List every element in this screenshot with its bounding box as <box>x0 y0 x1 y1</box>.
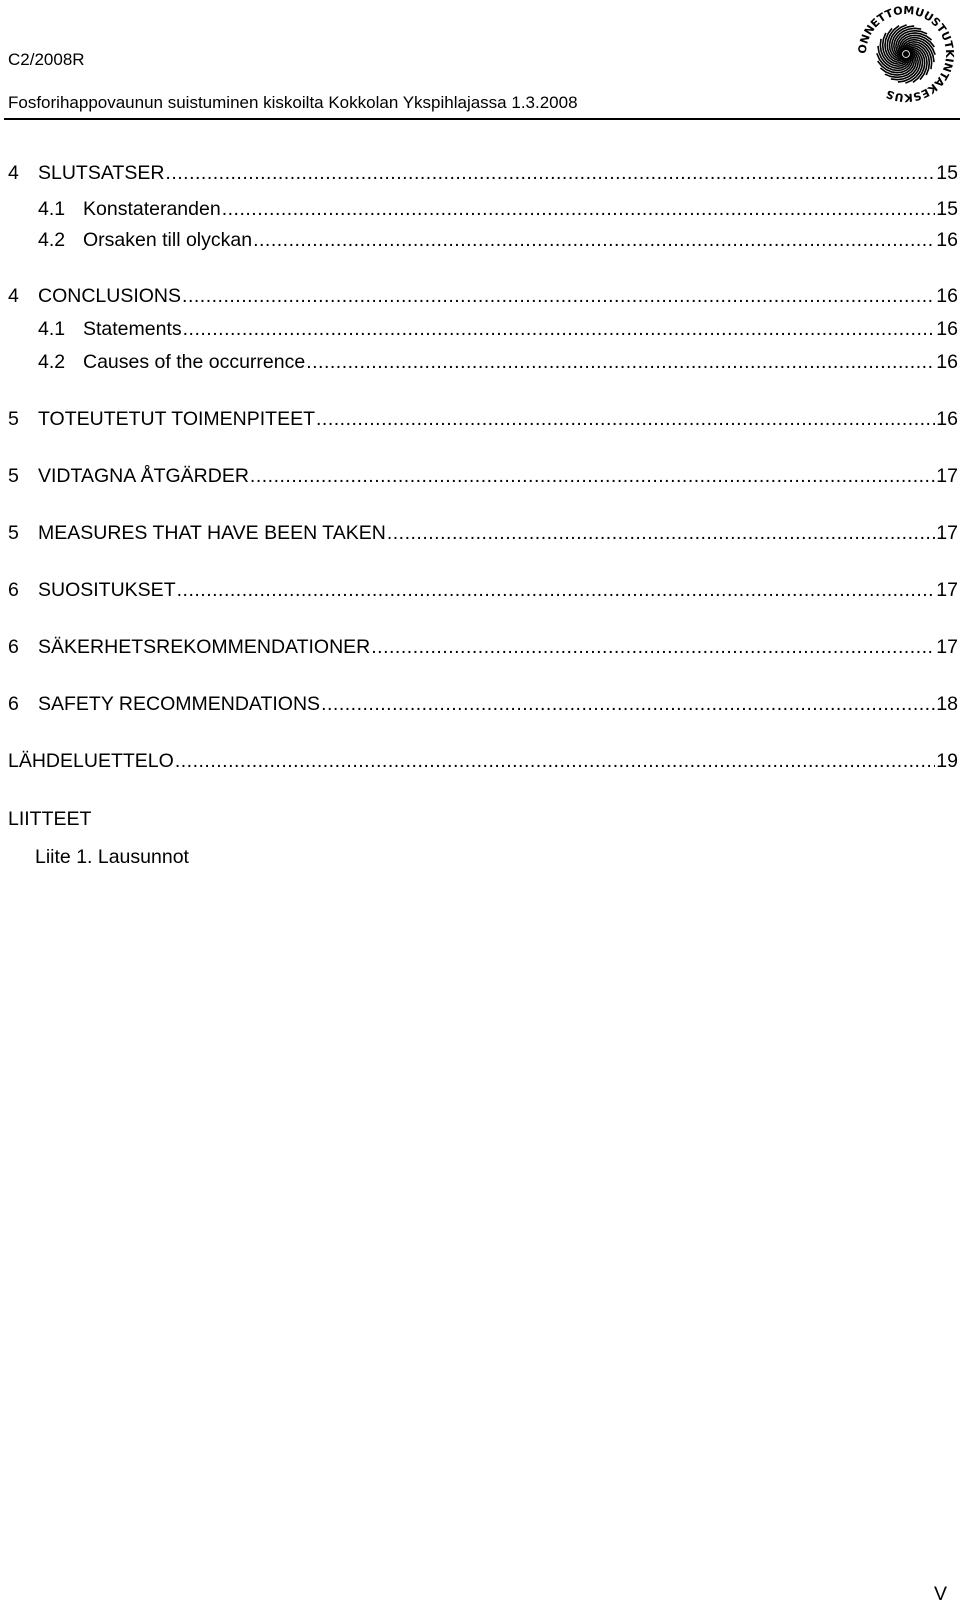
toc-entry-number: 4 <box>8 285 19 307</box>
toc-entry-label: LÄHDELUETTELO <box>8 750 174 772</box>
toc-dot-leader <box>165 162 935 184</box>
toc-entry-page: 17 <box>936 579 958 601</box>
toc-entry-number: 5 <box>8 522 19 544</box>
toc-entry <box>38 198 958 220</box>
toc-entry <box>8 750 958 772</box>
toc-entry <box>8 636 958 658</box>
toc-entry-label: TOTEUTETUT TOIMENPITEET <box>38 408 315 430</box>
toc-dot-leader <box>316 408 935 430</box>
toc-entry-page: 15 <box>936 198 958 220</box>
toc-entry-label: MEASURES THAT HAVE BEEN TAKEN <box>38 522 386 544</box>
toc-entry-page: 15 <box>936 162 958 184</box>
toc-entry-label: SLUTSATSER <box>38 162 165 184</box>
toc-entry-page: 17 <box>936 636 958 658</box>
toc-entry-label: Causes of the occurrence <box>83 351 306 373</box>
toc-entry <box>8 579 958 601</box>
toc-entry-page: 17 <box>936 465 958 487</box>
toc-entry <box>38 229 958 251</box>
toc-entry-page: 17 <box>936 522 958 544</box>
toc-entry <box>8 285 958 307</box>
toc-entry-number: 4.2 <box>38 351 66 373</box>
agency-logo <box>854 2 958 106</box>
document-code: C2/2008R <box>8 50 85 69</box>
toc-dot-leader <box>182 285 935 307</box>
toc-entry-number: 4.1 <box>38 318 66 340</box>
toc-entry-page: 16 <box>936 285 958 307</box>
toc-entry <box>8 162 958 184</box>
toc-entry <box>38 351 958 373</box>
toc-entry-page: 16 <box>936 318 958 340</box>
toc-entry-number: 4.2 <box>38 229 66 251</box>
toc-entry-number: 6 <box>8 579 19 601</box>
toc-entry <box>8 408 958 430</box>
toc-entry-label: Statements <box>83 318 182 340</box>
toc-entry-label: SÄKERHETSREKOMMENDATIONER <box>38 636 371 658</box>
toc-dot-leader <box>387 522 935 544</box>
toc-dot-leader <box>371 636 935 658</box>
toc-entry <box>8 522 958 544</box>
toc-dot-leader <box>177 579 936 601</box>
agency-seal-icon <box>854 2 958 106</box>
toc-entry-number: 6 <box>8 636 19 658</box>
appendices-heading: LIITTEET <box>8 808 92 830</box>
toc-entry-label: SAFETY RECOMMENDATIONS <box>38 693 321 715</box>
toc-dot-leader <box>175 750 935 772</box>
logo-ring-text: ONNETTOMUUSTUTKINTAKESKUS <box>855 3 957 105</box>
toc-entry-page: 16 <box>936 351 958 373</box>
toc-entry-page: 19 <box>936 750 958 772</box>
swirl-icon <box>877 25 935 83</box>
document-title: Fosforihappovaunun suistuminen kiskoilta Kokkolan Ykspihlajassa 1.3.2008 <box>8 93 578 112</box>
toc-dot-leader <box>253 229 935 251</box>
toc-entry-number: 5 <box>8 408 19 430</box>
toc-entry-number: 4 <box>8 162 19 184</box>
toc-entry-page: 18 <box>936 693 958 715</box>
toc-dot-leader <box>306 351 935 373</box>
appendix-item: Liite 1. Lausunnot <box>35 846 189 868</box>
toc-entry-number: 6 <box>8 693 19 715</box>
toc-dot-leader <box>250 465 935 487</box>
toc-entry-label: Orsaken till olyckan <box>83 229 253 251</box>
toc-dot-leader <box>222 198 936 220</box>
toc-entry <box>8 693 958 715</box>
header-divider <box>4 118 960 120</box>
toc-entry-number: 5 <box>8 465 19 487</box>
toc-entry-label: VIDTAGNA ÅTGÄRDER <box>38 465 249 487</box>
toc-entry-page: 16 <box>936 408 958 430</box>
toc-entry <box>38 318 958 340</box>
toc-dot-leader <box>183 318 936 340</box>
toc-entry-label: SUOSITUKSET <box>38 579 176 601</box>
toc-dot-leader <box>321 693 935 715</box>
toc-entry-label: Konstateranden <box>83 198 221 220</box>
page-number: V <box>934 1583 948 1605</box>
toc-entry-page: 16 <box>936 229 958 251</box>
toc-entry-label: CONCLUSIONS <box>38 285 182 307</box>
toc-entry <box>8 465 958 487</box>
toc-entry-number: 4.1 <box>38 198 66 220</box>
